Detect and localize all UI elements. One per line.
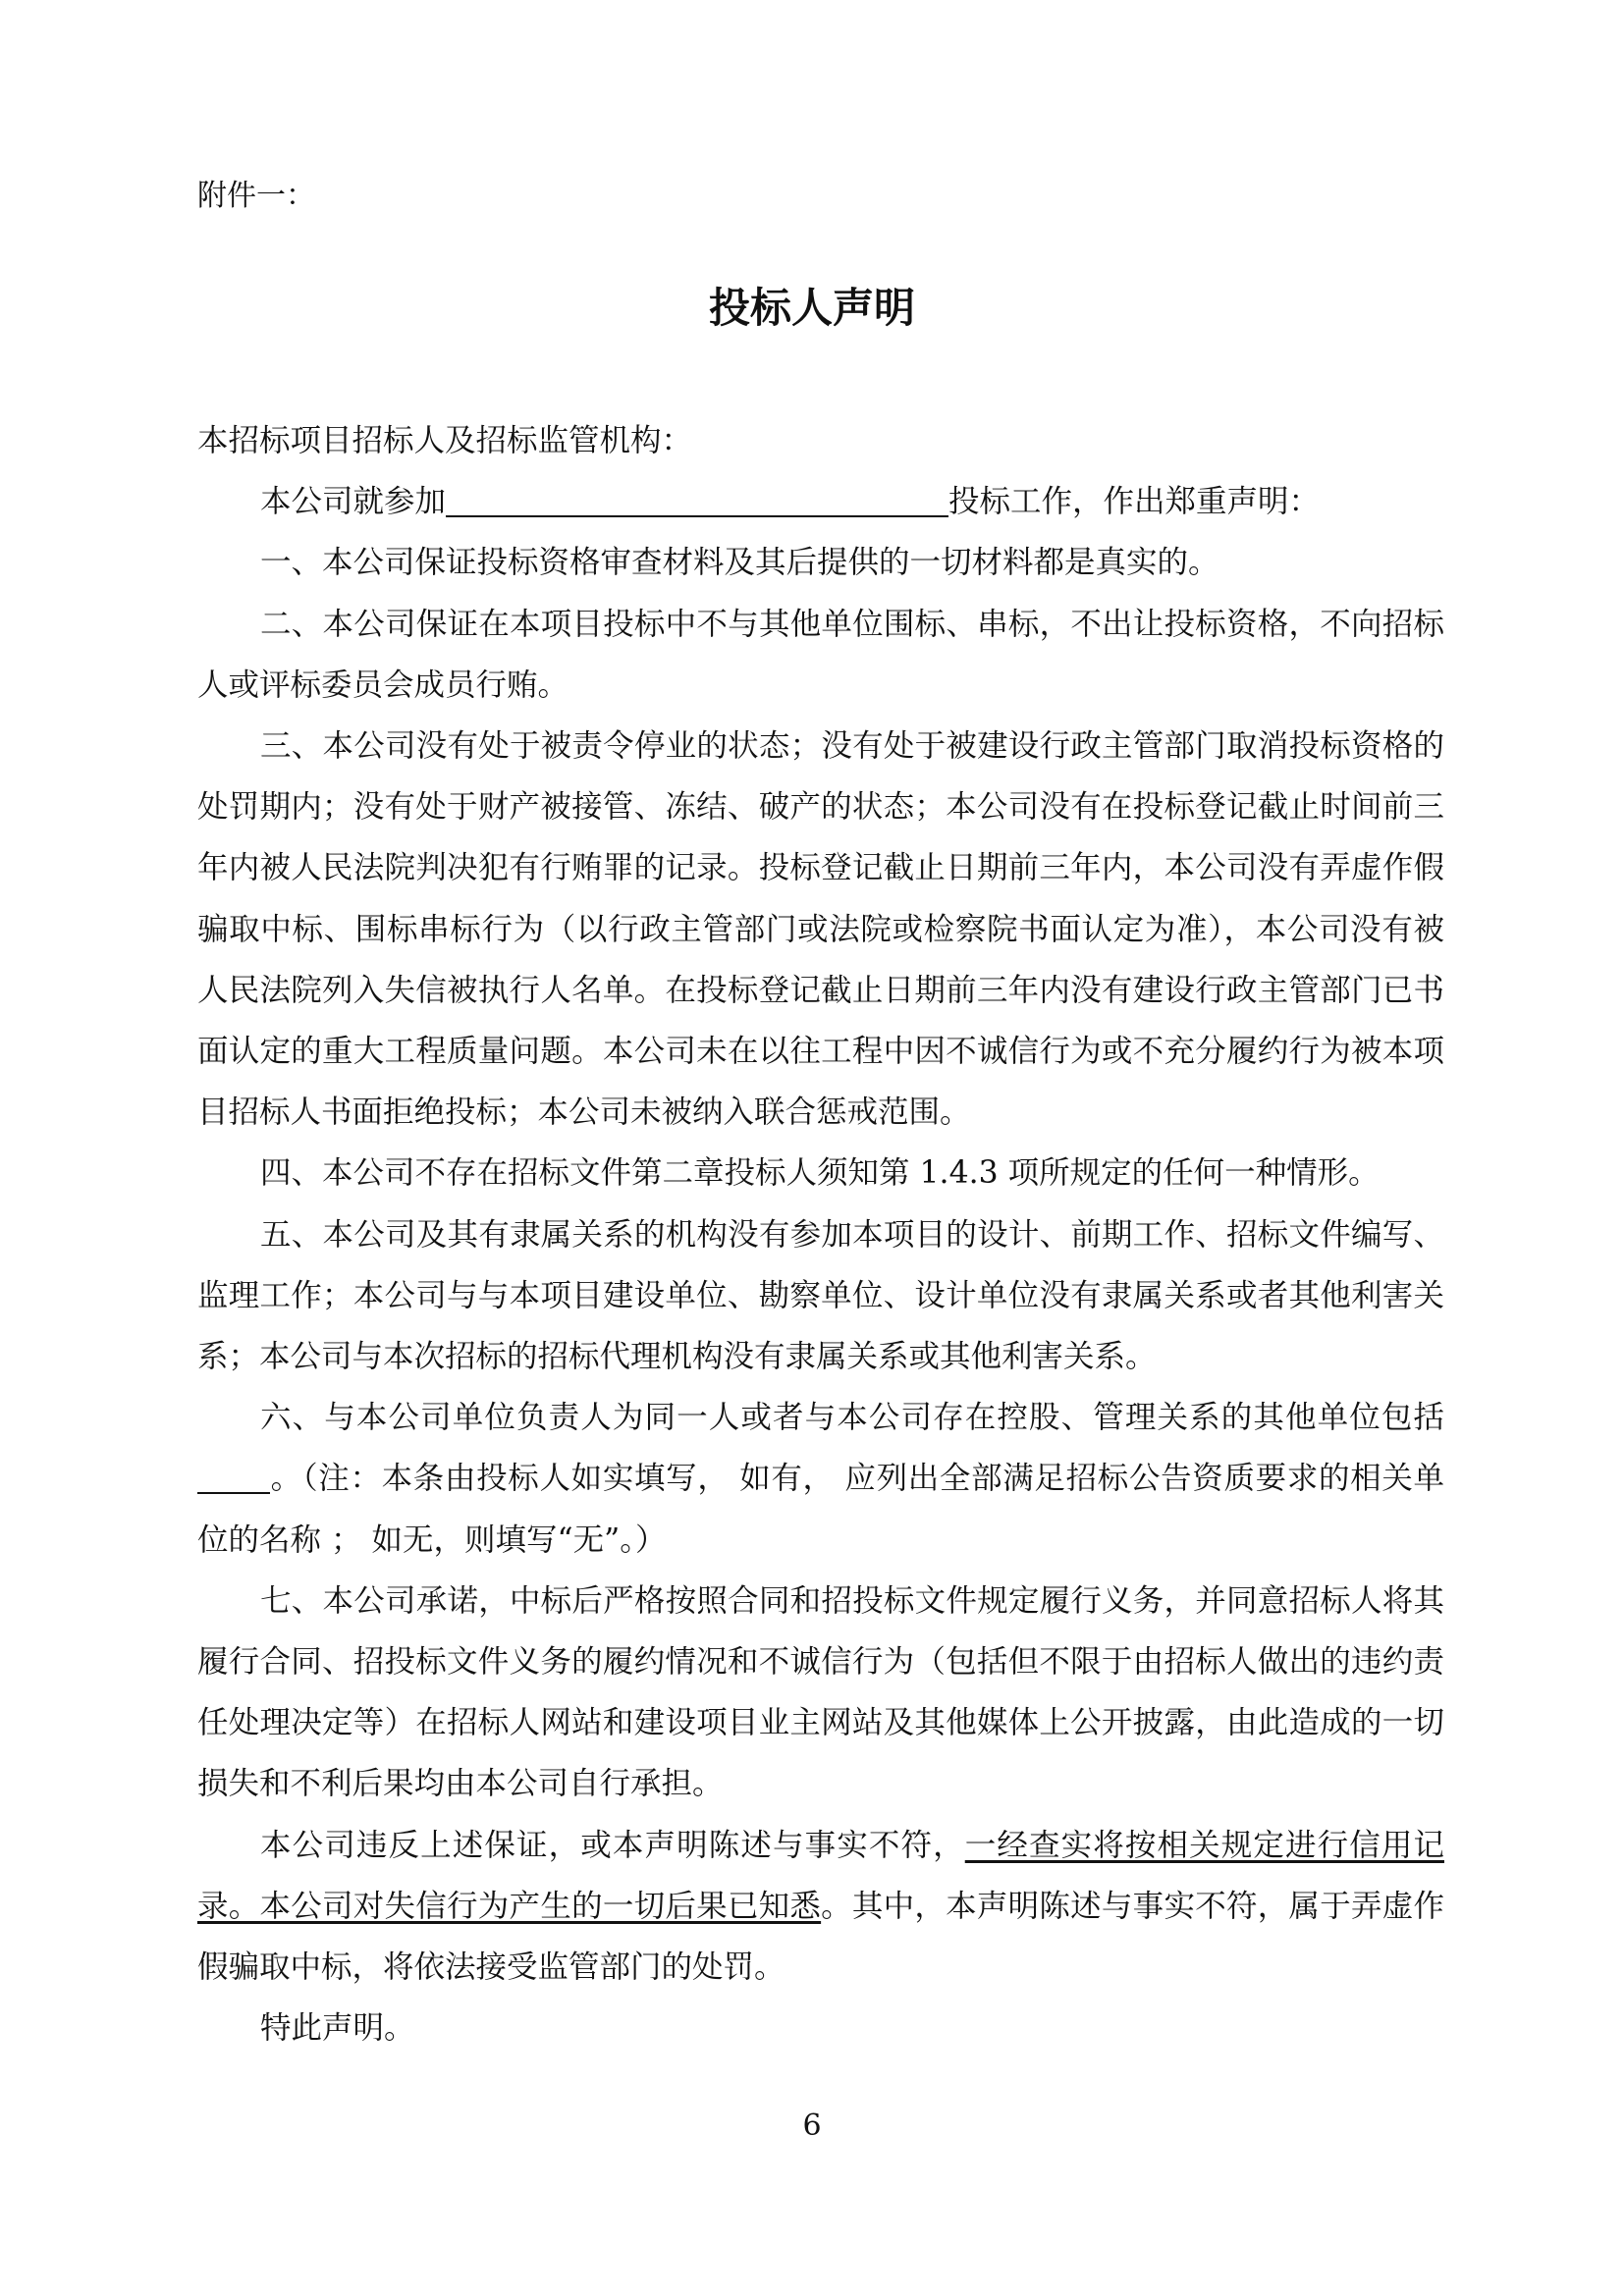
item-six-before-blank: 六、与本公司单位负责人为同一人或者与本公司存在控股、管理关系的其他单位包括 — [260, 1400, 1444, 1436]
closing-paragraph — [197, 1815, 1444, 1999]
item-one: 一、本公司保证投标资格审查材料及其后提供的一切材料都是真实的。 — [260, 545, 1219, 581]
project-name-blank[interactable] — [446, 482, 948, 517]
item-four: 四、本公司不存在招标文件第二章投标人须知第 1.4.3 项所规定的任何一种情形。 — [260, 1155, 1380, 1192]
declaration-body — [197, 410, 1444, 2058]
item-three: 三、本公司没有处于被责令停业的状态；没有处于被建设行政主管部门取消投标资格的处罚期内；没有处于财产被接管、冻结、破产的状态；本公司没有在投标登记截止时间前三年内被人民法院判决犯有行贿罪的记录。投标登记截止日期前三年内，本公司没有弄虚作假骗取中标、围标串标行为（以行政主管部门或法院或检察院书面认定为准），本公司没有被人民法院列入失信被执行人名单。在投标登记截止日期前三年内没有建设行政主管部门已书面认定的重大工程质量问题。本公司未在以往工程中因不诚信行为或不充分履约行为被本项目招标人书面拒绝投标；本公司未被纳入联合惩戒范围。 — [197, 728, 1444, 1131]
closing-part-2: 。其中，本声明陈述与事实不符，属于弄虚作假骗取中标，将依法接受监管部门的处罚。 — [197, 1888, 1444, 1986]
closing-underlined: 一经查实将按相关规定进行信用记录。本公司对失信行为产生的一切后果已知悉 — [197, 1827, 1444, 1924]
item-six-after-blank: 。（注：本条由投标人如实填写， 如有， 应列出全部满足招标公告资质要求的相关单位的名称 ； 如无，则填写“无”。） — [197, 1461, 1444, 1558]
item-seven: 七、本公司承诺，中标后严格按照合同和招投标文件规定履行义务，并同意招标人将其履行合同、招投标文件义务的履约情况和不诚信行为（包括但不限于由招标人做出的违约责任处理决定等）在招标人网站和建设项目业主网站及其他媒体上公开披露，由此造成的一切损失和不利后果均由本公司自行承担。 — [197, 1582, 1444, 1802]
attachment-label: 附件一： — [197, 179, 315, 213]
related-units-blank[interactable] — [197, 1459, 270, 1494]
page-title: 投标人声明 — [708, 284, 915, 332]
ending-statement: 特此声明。 — [260, 2010, 415, 2047]
item-two: 二、本公司保证在本项目投标中不与其他单位围标、串标，不出让投标资格，不向招标人或评标委员会成员行贿。 — [197, 606, 1444, 703]
item-five: 五、本公司及其有隶属关系的机构没有参加本项目的设计、前期工作、招标文件编写、监理工作；本公司与与本项目建设单位、勘察单位、设计单位没有隶属关系或者其他利害关系；本公司与本次招标的招标代理机构没有隶属关系或其他利害关系。 — [197, 1216, 1444, 1375]
intro-before-blank: 本公司就参加 — [260, 484, 447, 520]
item-six — [197, 1387, 1444, 1571]
intro-after-blank: 投标工作，作出郑重声明： — [948, 484, 1321, 520]
intro-paragraph — [197, 471, 1444, 532]
page-number: 6 — [802, 2109, 822, 2143]
closing-part-1: 本公司违反上述保证，或本声明陈述与事实不符， — [260, 1827, 965, 1863]
salutation: 本招标项目招标人及招标监管机构： — [197, 423, 693, 458]
